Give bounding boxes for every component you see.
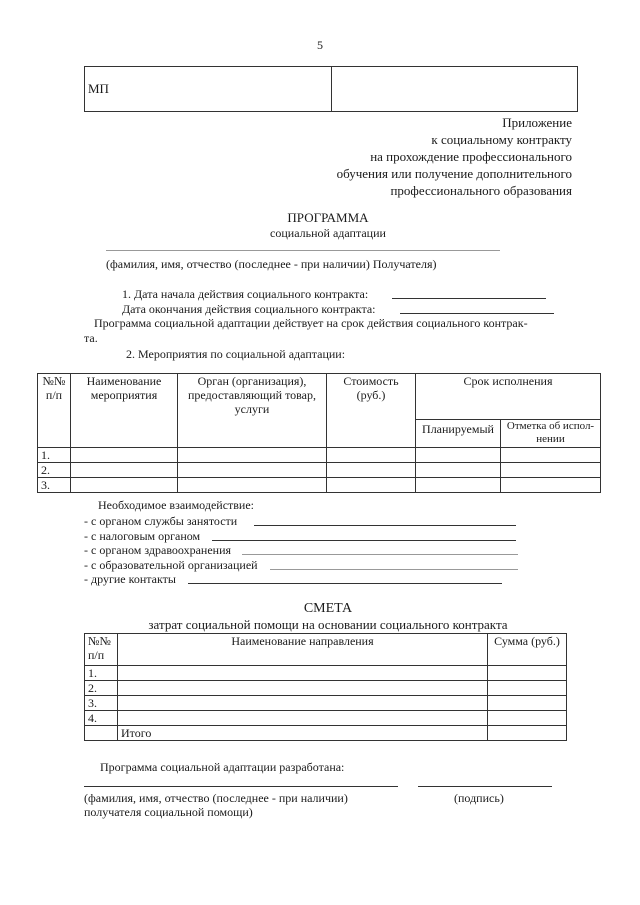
cell[interactable] bbox=[178, 463, 327, 478]
row-number: 4. bbox=[85, 711, 118, 726]
stamp-label: МП bbox=[85, 67, 332, 112]
header-mark: Отметка об испол- нении bbox=[501, 420, 601, 448]
cell[interactable] bbox=[118, 696, 488, 711]
estimate-header-num: №№ п/п bbox=[85, 634, 118, 666]
appendix-block bbox=[252, 114, 572, 199]
cell[interactable] bbox=[178, 478, 327, 493]
recipient-caption: (фамилия, имя, отчество (последнее - при наличии) Получателя) bbox=[106, 257, 437, 271]
cell[interactable] bbox=[416, 463, 501, 478]
program-subtitle: социальной адаптации bbox=[270, 226, 386, 240]
appendix-line: профессионального образования bbox=[390, 183, 572, 198]
cell[interactable] bbox=[488, 696, 567, 711]
header-org: Орган (организация), предоставляющий товар, услуги bbox=[178, 374, 327, 448]
appendix-line: к социальному контракту bbox=[431, 132, 572, 147]
interaction-item: - с органом службы занятости bbox=[84, 514, 238, 528]
cell[interactable] bbox=[118, 681, 488, 696]
interaction-field[interactable] bbox=[254, 525, 516, 526]
cell[interactable] bbox=[327, 463, 416, 478]
appendix-line: на прохождение профессионального bbox=[370, 149, 572, 164]
table-row bbox=[85, 711, 567, 726]
interaction-field[interactable] bbox=[188, 583, 502, 584]
cell[interactable] bbox=[501, 478, 601, 493]
row-number: 2. bbox=[85, 681, 118, 696]
cell bbox=[85, 726, 118, 741]
table-row bbox=[85, 681, 567, 696]
header-planned: Планируемый bbox=[416, 420, 501, 448]
name-caption: (фамилия, имя, отчество (последнее - при наличии) bbox=[84, 791, 348, 805]
row-number: 1. bbox=[38, 448, 71, 463]
table-row bbox=[38, 463, 601, 478]
total-label: Итого bbox=[118, 726, 488, 741]
interaction-item: - с органом здравоохранения bbox=[84, 543, 232, 557]
header-cost: Стоимость (руб.) bbox=[327, 374, 416, 448]
header-name: Наименование мероприятия bbox=[71, 374, 178, 448]
header-num: №№ п/п bbox=[38, 374, 71, 448]
row-number: 3. bbox=[38, 478, 71, 493]
cell[interactable] bbox=[327, 478, 416, 493]
duration-text-cont: та. bbox=[84, 331, 98, 345]
program-title: ПРОГРАММА bbox=[287, 210, 369, 225]
cell[interactable] bbox=[416, 478, 501, 493]
cell[interactable] bbox=[488, 681, 567, 696]
signature-line[interactable] bbox=[418, 786, 552, 787]
cell[interactable] bbox=[71, 463, 178, 478]
duration-text: Программа социальной адаптации действует на срок действия социального контрак- bbox=[94, 316, 528, 330]
cell[interactable] bbox=[118, 666, 488, 681]
total-sum[interactable] bbox=[488, 726, 567, 741]
appendix-line: Приложение bbox=[502, 115, 572, 130]
cell[interactable] bbox=[71, 478, 178, 493]
start-date-field[interactable] bbox=[392, 298, 546, 299]
page-number: 5 bbox=[317, 38, 323, 52]
cell[interactable] bbox=[488, 666, 567, 681]
row-number: 1. bbox=[85, 666, 118, 681]
estimate-subtitle: затрат социальной помощи на основании социального контракта bbox=[148, 617, 508, 632]
cell[interactable] bbox=[416, 448, 501, 463]
developer-name-line[interactable] bbox=[84, 786, 398, 787]
end-date-field[interactable] bbox=[400, 313, 554, 314]
row-number: 2. bbox=[38, 463, 71, 478]
cell[interactable] bbox=[501, 463, 601, 478]
recipient-name-line[interactable] bbox=[106, 250, 500, 251]
developed-by-label: Программа социальной адаптации разработана: bbox=[100, 760, 345, 774]
cell[interactable] bbox=[327, 448, 416, 463]
cell[interactable] bbox=[501, 448, 601, 463]
total-row bbox=[85, 726, 567, 741]
header-term: Срок исполнения bbox=[416, 374, 601, 420]
interaction-field[interactable] bbox=[270, 569, 518, 570]
end-date-label: Дата окончания действия социального контракта: bbox=[122, 302, 376, 316]
estimate-header-sum: Сумма (руб.) bbox=[488, 634, 567, 666]
measures-table bbox=[37, 373, 601, 493]
table-row bbox=[38, 478, 601, 493]
cell[interactable] bbox=[118, 711, 488, 726]
recipient-caption-bottom: получателя социальной помощи) bbox=[84, 805, 253, 819]
cell[interactable] bbox=[488, 711, 567, 726]
cell[interactable] bbox=[178, 448, 327, 463]
estimate-table bbox=[84, 633, 567, 741]
cell[interactable] bbox=[71, 448, 178, 463]
interaction-item: - с образовательной организацией bbox=[84, 558, 258, 572]
start-date-label: 1. Дата начала действия социального контракта: bbox=[122, 287, 369, 301]
interaction-field[interactable] bbox=[212, 540, 516, 541]
stamp-table bbox=[84, 66, 578, 112]
estimate-header-name: Наименование направления bbox=[118, 634, 488, 666]
interaction-item: - с налоговым органом bbox=[84, 529, 201, 543]
table-row bbox=[85, 666, 567, 681]
interaction-field[interactable] bbox=[242, 554, 518, 555]
measures-heading: 2. Мероприятия по социальной адаптации: bbox=[126, 347, 346, 361]
signature-caption: (подпись) bbox=[454, 791, 504, 805]
interaction-item: - другие контакты bbox=[84, 572, 176, 586]
table-row bbox=[38, 448, 601, 463]
appendix-line: обучения или получение дополнительного bbox=[336, 166, 572, 181]
interaction-heading: Необходимое взаимодействие: bbox=[98, 498, 255, 512]
estimate-title: СМЕТА bbox=[303, 601, 353, 616]
stamp-value-cell bbox=[332, 67, 578, 112]
row-number: 3. bbox=[85, 696, 118, 711]
table-row bbox=[85, 696, 567, 711]
